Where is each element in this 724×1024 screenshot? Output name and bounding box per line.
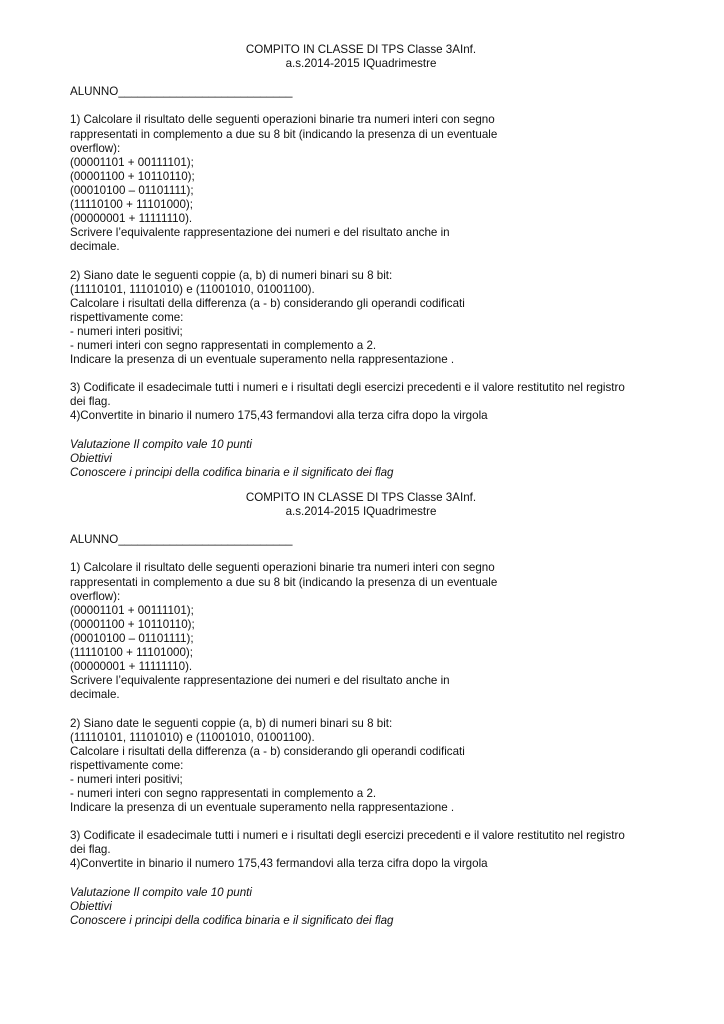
binary-operation: (00010100 – 01101111); xyxy=(70,631,194,645)
exercise-line: decimale. xyxy=(70,688,120,702)
exercise-line: Calcolare i risultati della differenza (a - b) considerando gli operandi codificati xyxy=(70,744,465,758)
exercise-3 xyxy=(70,381,690,409)
binary-operation: (00010100 – 01101111); xyxy=(70,183,194,197)
exercise-line: - numeri interi con segno rappresentati in complemento a 2. xyxy=(70,786,377,800)
evaluation-section xyxy=(70,438,690,480)
evaluation-line: Valutazione Il compito vale 10 punti xyxy=(70,885,252,899)
binary-operation: (11110100 + 11101000); xyxy=(70,646,194,660)
exercise-1 xyxy=(70,561,690,702)
test-title: COMPITO IN CLASSE DI TPS Classe 3AInf. xyxy=(245,491,477,504)
exercise-line: Scrivere l’equivalente rappresentazione dei numeri e del risultato anche in xyxy=(70,674,450,688)
exercise-line: 3) Codificate il esadecimale tutti i numeri e i risultati degli esercizi precedenti e il valore restitutito nel registro xyxy=(70,829,625,843)
exercise-line: decimale. xyxy=(70,240,120,254)
exercise-1 xyxy=(70,113,690,254)
exercise-2 xyxy=(70,269,690,368)
exercise-4: 4)Convertite in binario il numero 175,43 fermandovi alla terza cifra dopo la virgola xyxy=(70,857,488,871)
test-copy-1 xyxy=(70,43,690,480)
binary-operation: (00001100 + 10110110); xyxy=(70,169,195,183)
exercise-line: - numeri interi positivi; xyxy=(70,772,183,786)
exercise-line: 2) Siano date le seguenti coppie (a, b) di numeri binari su 8 bit: xyxy=(70,716,393,730)
exercise-line: Scrivere l’equivalente rappresentazione dei numeri e del risultato anche in xyxy=(70,226,450,240)
exercise-line: Calcolare i risultati della differenza (a - b) considerando gli operandi codificati xyxy=(70,296,465,310)
exercise-line: overflow): xyxy=(70,589,121,603)
exercise-line: Indicare la presenza di un eventuale superamento nella rappresentazione . xyxy=(70,801,455,815)
exercise-line: (11110101, 11101010) e (11001010, 01001100). xyxy=(70,730,315,744)
exercise-4: 4)Convertite in binario il numero 175,43 fermandovi alla terza cifra dopo la virgola xyxy=(70,409,488,423)
exercise-line: dei flag. xyxy=(70,395,111,409)
test-subtitle: a.s.2014-2015 IQuadrimestre xyxy=(285,505,437,519)
student-name-field: ALUNNO___________________________ xyxy=(70,533,293,547)
exercise-line: 1) Calcolare il risultato delle seguenti operazioni binarie tra numeri interi con segno xyxy=(70,561,495,575)
test-header xyxy=(70,491,652,519)
evaluation-section xyxy=(70,886,690,928)
exercise-line: overflow): xyxy=(70,141,121,155)
binary-operation: (00000001 + 11111110). xyxy=(70,212,193,226)
exercise-line: rappresentati in complemento a due su 8 bit (indicando la presenza di un eventuale xyxy=(70,127,498,141)
exercise-line: rispettivamente come: xyxy=(70,758,184,772)
binary-operation: (00001100 + 10110110); xyxy=(70,617,195,631)
exercise-line: rispettivamente come: xyxy=(70,310,184,324)
binary-operation: (00001101 + 00111101); xyxy=(70,155,194,169)
exercise-line: dei flag. xyxy=(70,843,111,857)
test-title: COMPITO IN CLASSE DI TPS Classe 3AInf. xyxy=(245,43,477,56)
student-name-field: ALUNNO___________________________ xyxy=(70,85,293,99)
exercise-line: 2) Siano date le seguenti coppie (a, b) di numeri binari su 8 bit: xyxy=(70,268,393,282)
exercise-line: - numeri interi positivi; xyxy=(70,324,183,338)
test-subtitle: a.s.2014-2015 IQuadrimestre xyxy=(285,57,437,71)
exercise-2 xyxy=(70,717,690,816)
exercise-line: (11110101, 11101010) e (11001010, 01001100). xyxy=(70,282,315,296)
exercise-line: rappresentati in complemento a due su 8 bit (indicando la presenza di un eventuale xyxy=(70,575,498,589)
evaluation-line: Valutazione Il compito vale 10 punti xyxy=(70,437,252,451)
objectives-heading: Obiettivi xyxy=(70,451,112,465)
binary-operation: (00000001 + 11111110). xyxy=(70,660,193,674)
objectives-heading: Obiettivi xyxy=(70,899,112,913)
exercise-3 xyxy=(70,829,690,857)
binary-operation: (11110100 + 11101000); xyxy=(70,198,194,212)
test-copy-2 xyxy=(70,491,690,928)
test-header xyxy=(70,43,652,71)
exercise-line: Indicare la presenza di un eventuale superamento nella rappresentazione . xyxy=(70,353,455,367)
binary-operation: (00001101 + 00111101); xyxy=(70,603,194,617)
objectives-text: Conoscere i principi della codifica binaria e il significato dei flag xyxy=(70,465,394,479)
objectives-text: Conoscere i principi della codifica binaria e il significato dei flag xyxy=(70,913,394,927)
exercise-line: 1) Calcolare il risultato delle seguenti operazioni binarie tra numeri interi con segno xyxy=(70,113,495,127)
exercise-line: 3) Codificate il esadecimale tutti i numeri e i risultati degli esercizi precedenti e il valore restitutito nel registro xyxy=(70,381,625,395)
exercise-line: - numeri interi con segno rappresentati in complemento a 2. xyxy=(70,338,377,352)
